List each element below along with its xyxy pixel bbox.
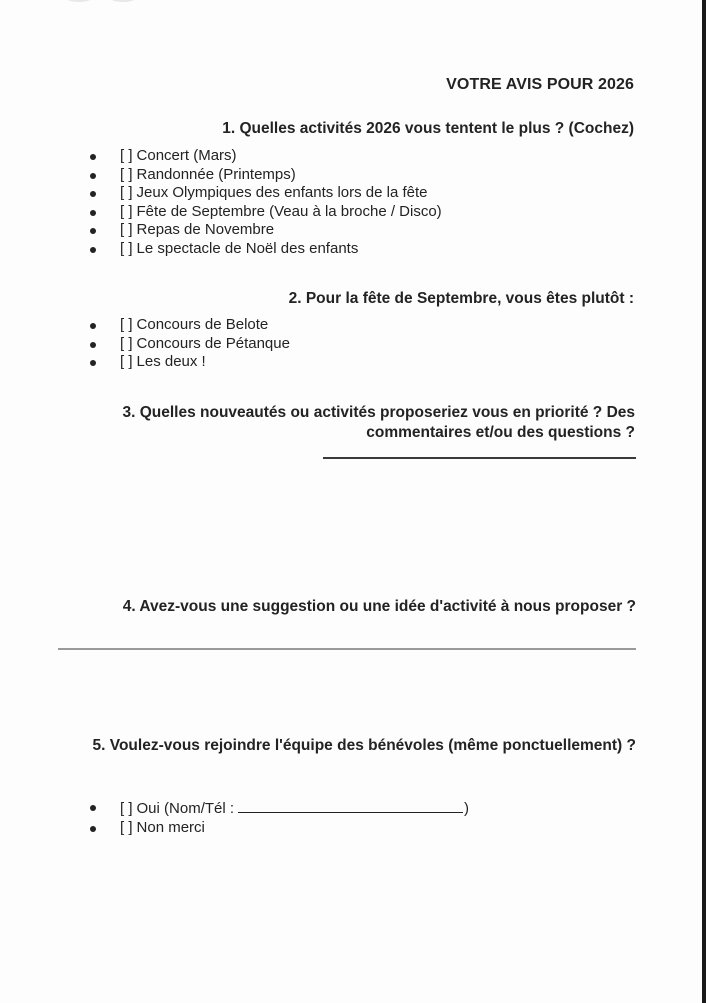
checkbox[interactable]: [ ] [120,147,133,164]
bullet-icon [90,191,96,197]
answer-line-q3[interactable] [323,457,636,459]
bullet-icon [90,826,96,832]
checkbox[interactable]: [ ] [120,800,133,817]
option-concert[interactable] [88,147,442,166]
checkbox[interactable]: [ ] [120,165,133,183]
checkbox[interactable]: [ ] [120,202,133,220]
option-label-suffix: ) [464,800,470,817]
page-edge-shadow [702,0,706,1003]
option-randonnee[interactable] [88,166,442,185]
question-5-options [88,798,469,837]
question-1-options [88,147,442,258]
checkbox[interactable]: [ ] [120,353,133,370]
scan-smudge [112,0,134,2]
option-oui[interactable] [88,798,469,819]
option-les-deux[interactable] [88,353,290,372]
bullet-icon [90,228,96,234]
option-repas-novembre[interactable] [88,221,442,240]
option-fete-septembre[interactable] [88,203,442,222]
bullet-icon [90,247,96,253]
question-5-label: 5. Voulez-vous rejoindre l'équipe des bénévoles (même ponctuellement) ? [92,737,636,754]
option-petanque[interactable] [88,335,290,354]
question-3-label: 3. Quelles nouveautés ou activités proposeriez vous en priorité ? Des commentaires et/ou des questions ? [122,404,635,441]
option-jeux-olympiques[interactable] [88,184,442,203]
bullet-icon [90,342,96,348]
bullet-icon [90,154,96,160]
option-belote[interactable] [88,316,290,335]
option-label: Concours de Pétanque [136,334,290,352]
option-label: Jeux Olympiques des enfants lors de la fête [136,184,428,201]
name-phone-field[interactable] [238,798,463,813]
question-4-label: 4. Avez-vous une suggestion ou une idée d'activité à nous proposer ? [122,598,636,615]
checkbox[interactable]: [ ] [120,239,133,257]
option-label: Randonnée (Printemps) [136,165,296,183]
question-1-label: 1. Quelles activités 2026 vous tentent le plus ? (Cochez) [222,120,634,137]
checkbox[interactable]: [ ] [120,221,133,238]
answer-line-q4[interactable] [58,648,636,650]
option-spectacle-noel[interactable] [88,240,442,259]
page-title: VOTRE AVIS POUR 2026 [446,76,634,93]
option-label: Fête de Septembre (Veau à la broche / Disco) [136,202,442,220]
checkbox[interactable]: [ ] [120,184,133,201]
checkbox[interactable]: [ ] [120,818,133,836]
option-label: Concours de Belote [136,316,269,333]
question-2-label: 2. Pour la fête de Septembre, vous êtes plutôt : [288,290,634,307]
scan-smudge [68,0,90,2]
checkbox[interactable]: [ ] [120,316,133,333]
option-non-merci[interactable] [88,819,469,838]
bullet-icon [90,210,96,216]
bullet-icon [90,323,96,329]
option-label: Oui (Nom/Tél : [136,800,235,817]
option-label: Les deux ! [136,353,206,370]
option-label: Le spectacle de Noël des enfants [136,239,359,257]
option-label: Non merci [136,818,205,836]
bullet-icon [90,360,96,366]
checkbox[interactable]: [ ] [120,334,133,352]
question-2-options [88,316,290,372]
option-label: Repas de Novembre [136,221,275,238]
bullet-icon [90,805,96,811]
bullet-icon [90,173,96,179]
option-label: Concert (Mars) [136,147,237,164]
